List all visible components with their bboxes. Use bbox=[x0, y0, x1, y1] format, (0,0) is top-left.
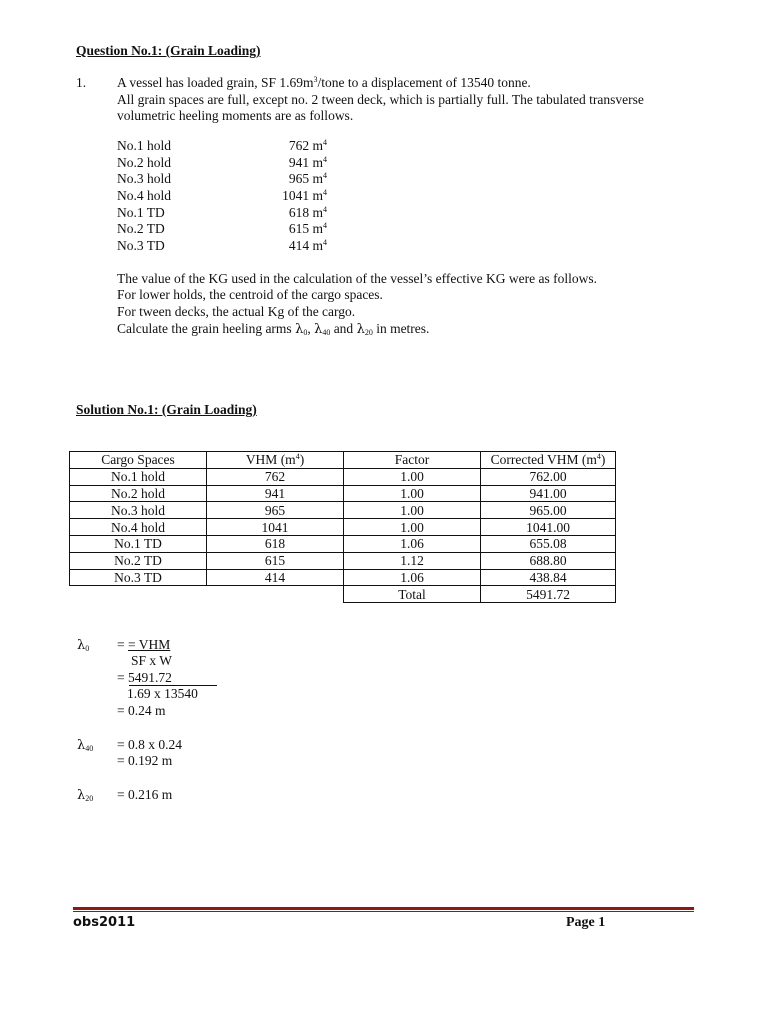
question-heading: Question No.1: (Grain Loading) bbox=[76, 43, 261, 58]
table-cell: 1041.00 bbox=[481, 519, 616, 536]
lambda-subscript: 0 bbox=[303, 328, 308, 337]
table-cell: 762.00 bbox=[481, 468, 616, 485]
kg-paragraph-3: For tween decks, the actual Kg of the cargo. bbox=[117, 304, 356, 319]
kg-paragraph-2: For lower holds, the centroid of the cargo spaces. bbox=[117, 287, 383, 302]
table-cell: 1.00 bbox=[344, 468, 481, 485]
vhm-list-item bbox=[117, 205, 327, 222]
vhm-table bbox=[69, 451, 616, 603]
table-row bbox=[70, 535, 616, 552]
footer-left-text: obs2011 bbox=[73, 915, 136, 930]
table-blank-cell bbox=[70, 586, 207, 603]
lambda-0-den1: SF x W bbox=[131, 653, 173, 668]
solution-heading: Solution No.1: (Grain Loading) bbox=[76, 402, 257, 417]
question-number: 1. bbox=[76, 75, 87, 90]
vhm-item-name: No.1 hold bbox=[117, 138, 171, 153]
table-cell: No.1 TD bbox=[70, 535, 207, 552]
vhm-item-value: 618 $m^4$ bbox=[288, 204, 327, 220]
vhm-list-item bbox=[117, 221, 327, 238]
table-cell: No.2 TD bbox=[70, 552, 207, 569]
vhm-list-item bbox=[117, 155, 327, 172]
question-line-1-b: /tone to a displacement of 13540 tonne. bbox=[317, 75, 531, 90]
kg-paragraph-4: Calculate the grain heeling arms $\lambda_0$, $\lambda_{40}$ and $\lambda_{20}$ in metres. bbox=[117, 321, 430, 337]
table-blank-cell bbox=[207, 586, 344, 603]
table-cell: No.2 hold bbox=[70, 485, 207, 502]
vhm-item-value: 615 $m^4$ bbox=[288, 221, 327, 237]
vhm-item-name: No.2 TD bbox=[117, 221, 165, 237]
footer-rule bbox=[73, 907, 694, 910]
table-cell: 941.00 bbox=[481, 485, 616, 502]
question-line-1-sup: 3 bbox=[313, 75, 318, 84]
table-total-row bbox=[70, 586, 616, 603]
lambda-symbol: λ bbox=[295, 322, 304, 337]
table-header-cell: VHM $(m^4)$ bbox=[207, 452, 344, 469]
table-cell: No.4 hold bbox=[70, 519, 207, 536]
table-cell: 618 bbox=[207, 535, 344, 552]
table-header-cell: Corrected VHM $(m^4)$ bbox=[481, 452, 616, 469]
table-header-cell: Cargo Spaces bbox=[70, 452, 207, 469]
table-row bbox=[70, 468, 616, 485]
kg-paragraph-1: The value of the KG used in the calculation of the vessel’s effective KG were as follows. bbox=[117, 271, 597, 286]
table-cell: 1.00 bbox=[344, 519, 481, 536]
question-line-2: All grain spaces are full, except no. 2 tween deck, which is partially full. The tabulated transverse bbox=[117, 92, 644, 107]
table-row bbox=[70, 519, 616, 536]
table-cell: 1.12 bbox=[344, 552, 481, 569]
lambda-symbol: λ bbox=[314, 322, 323, 337]
lambda-20-label: $\lambda_{20}$ bbox=[77, 788, 94, 803]
table-row bbox=[70, 502, 616, 519]
vhm-item-name: No.2 hold bbox=[117, 154, 171, 170]
question-line-1 bbox=[117, 75, 531, 91]
total-value: 5491.72 bbox=[481, 586, 616, 603]
lambda-40-result: = 0.192 m bbox=[117, 753, 173, 768]
table-header-cell: Factor bbox=[344, 452, 481, 469]
table-cell: No.3 TD bbox=[70, 569, 207, 586]
vhm-item-name: No.4 hold bbox=[117, 188, 171, 204]
question-line-3: volumetric heeling moments are as follows. bbox=[117, 108, 354, 123]
vhm-item-value: 1041 $m^4$ bbox=[282, 188, 327, 204]
question-line-1-a: A vessel has loaded grain, SF 1.69m bbox=[117, 75, 314, 90]
calc-instruction: Calculate the grain heeling arms bbox=[117, 321, 296, 336]
vhm-item-value: 762 $m^4$ bbox=[288, 138, 327, 153]
vhm-list-item bbox=[117, 171, 327, 188]
table-cell: 1.00 bbox=[344, 485, 481, 502]
table-cell: 615 bbox=[207, 552, 344, 569]
lambda-40-eq: = 0.8 x 0.24 bbox=[117, 737, 182, 752]
lambda-0-eq2: = 5491.72 bbox=[117, 670, 217, 686]
vhm-list bbox=[117, 138, 327, 255]
vhm-item-name: No.3 hold bbox=[117, 171, 171, 187]
lambda-symbol: λ bbox=[356, 322, 365, 337]
total-label: Total bbox=[344, 586, 481, 603]
table-cell: 1.06 bbox=[344, 569, 481, 586]
vhm-list-item bbox=[117, 238, 327, 255]
table-cell: 1.06 bbox=[344, 535, 481, 552]
lambda-20-result: = 0.216 m bbox=[117, 787, 173, 802]
table-cell: 941 bbox=[207, 485, 344, 502]
table-cell: No.3 hold bbox=[70, 502, 207, 519]
lambda-40-label: $\lambda_{40}$ bbox=[77, 738, 94, 753]
table-header-row bbox=[70, 452, 616, 469]
lambda-0-eq1: = = VHM bbox=[117, 637, 171, 652]
vhm-item-value: 941 $m^4$ bbox=[288, 154, 327, 170]
table-cell: No.1 hold bbox=[70, 468, 207, 485]
table-row bbox=[70, 552, 616, 569]
vhm-list-item bbox=[117, 188, 327, 205]
vhm-numerator: = VHM bbox=[128, 637, 171, 652]
table-row bbox=[70, 569, 616, 586]
vhm-list-item bbox=[117, 138, 327, 155]
table-cell: 1.00 bbox=[344, 502, 481, 519]
table-row bbox=[70, 485, 616, 502]
table-cell: 414 bbox=[207, 569, 344, 586]
table-cell: 1041 bbox=[207, 519, 344, 536]
vhm-item-value: 414 $m^4$ bbox=[288, 238, 327, 254]
table-cell: 762 bbox=[207, 468, 344, 485]
footer-rule-thin bbox=[73, 911, 694, 912]
table-cell: 965 bbox=[207, 502, 344, 519]
vhm-item-name: No.1 TD bbox=[117, 204, 165, 220]
table-cell: 965.00 bbox=[481, 502, 616, 519]
lambda-subscript: 20 bbox=[364, 328, 373, 337]
lambda-0-label: $\lambda_0$ bbox=[77, 638, 90, 653]
vhm-item-value: 965 $m^4$ bbox=[288, 171, 327, 187]
table-cell: 688.80 bbox=[481, 552, 616, 569]
lambda-subscript: 40 bbox=[322, 328, 331, 337]
page-number: Page 1 bbox=[566, 915, 606, 930]
table-cell: 438.84 bbox=[481, 569, 616, 586]
table-cell: 655.08 bbox=[481, 535, 616, 552]
lambda-0-result: = 0.24 m bbox=[117, 703, 166, 718]
vhm-item-name: No.3 TD bbox=[117, 238, 165, 254]
lambda-0-den2: 1.69 x 13540 bbox=[127, 686, 198, 701]
